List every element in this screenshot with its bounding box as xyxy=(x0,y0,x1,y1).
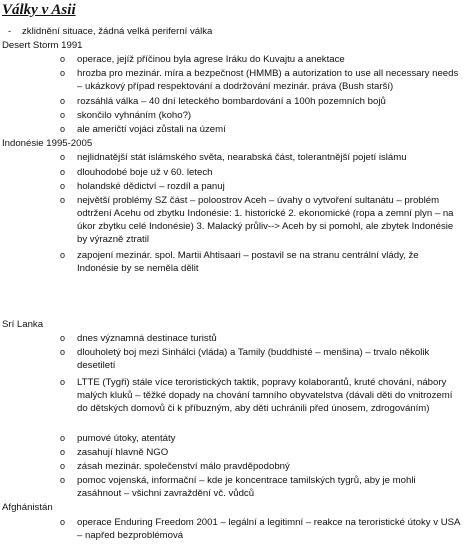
list-item-text: dlouholetý boj mezi Sinhálci (vláda) a Tamily (buddhisté – menšina) – trvalo několik desetiletí xyxy=(77,347,430,371)
list-item-text: zasahují hlavně NGO xyxy=(77,447,169,458)
list-item xyxy=(60,194,460,246)
bullet-icon: o xyxy=(60,447,66,457)
list-item xyxy=(60,123,460,136)
bullet-icon: o xyxy=(60,333,66,343)
bullet-icon: o xyxy=(60,433,66,443)
list-item xyxy=(60,67,460,93)
bullet-icon: o xyxy=(60,195,66,205)
section-heading: Indonésie 1995-2005 xyxy=(2,138,93,149)
list-item-text: ale američtí vojáci zůstali na území xyxy=(77,124,226,135)
list-item-text: operace Enduring Freedom 2001 – legální a legitimní – reakce na teroristické útoky v USA – napřed bezproblémová xyxy=(77,517,460,541)
list-item xyxy=(60,180,460,193)
list-item xyxy=(60,446,460,459)
bullet-icon: o xyxy=(60,110,66,120)
bullet-icon: o xyxy=(60,181,66,191)
list-item xyxy=(60,346,460,372)
bullet-icon: o xyxy=(60,250,66,260)
list-item xyxy=(60,460,460,473)
list-item-text: operace, jejíž příčinou byla agrese Iráku do Kuvajtu a anektace xyxy=(77,54,345,65)
list-item xyxy=(60,376,460,415)
bullet-icon: o xyxy=(60,347,66,357)
dash-marker: - xyxy=(8,26,12,37)
list-item-text: pumové útoky, atentáty xyxy=(77,433,176,444)
list-item xyxy=(60,166,460,179)
list-item-text: pomoc vojenská, informační – kde je koncentrace tamilských tygrů, aby je mohli zasáhnout – všichni zavraždění vč. vůdců xyxy=(77,475,416,499)
list-item xyxy=(60,332,460,345)
list-item-text: holandské dědictví – rozdíl a panuj xyxy=(77,181,225,192)
list-item-text: hrozba pro mezinár. míra a bezpečnost (HMMB) a autorization to use all necessary needs – ukázkový případ respektování a dodržování mezinár. práva (Bush starší) xyxy=(77,68,459,92)
section-heading: Srí Lanka xyxy=(2,319,44,330)
bullet-icon: o xyxy=(60,152,66,162)
list-item xyxy=(60,95,460,108)
bullet-icon: o xyxy=(60,167,66,177)
bullet-icon: o xyxy=(60,96,66,106)
document-title: Války v Asii xyxy=(2,2,76,18)
bullet-icon: o xyxy=(60,517,66,527)
list-item xyxy=(60,432,460,445)
section-heading: Afghánistán xyxy=(2,502,53,513)
bullet-icon: o xyxy=(60,461,66,471)
bullet-icon: o xyxy=(60,475,66,485)
bullet-icon: o xyxy=(60,377,66,387)
list-item-text: nejlidnatější stát islámského světa, nearabská část, tolerantnější pojetí islámu xyxy=(77,152,407,163)
list-item xyxy=(60,109,460,122)
list-item-text: skončilo vyhnáním (koho?) xyxy=(77,110,192,121)
bullet-icon: o xyxy=(60,54,66,64)
list-item xyxy=(60,151,460,164)
section-heading: Desert Storm 1991 xyxy=(2,40,83,51)
intro-text: zklidnění situace, žádná velká periferní válka xyxy=(22,26,213,37)
list-item xyxy=(60,249,460,275)
list-item xyxy=(60,53,460,66)
list-item-text: zapojení mezinár. spol. Martii Ahtisaari – postavil se na stranu centrální vlády, že Indonésie by se neměla dělit xyxy=(77,250,419,274)
list-item-text: dlouhodobé boje už v 60. letech xyxy=(77,167,213,178)
list-item-text: rozsáhlá válka – 40 dní leteckého bombardování a 100h pozemních bojů xyxy=(77,96,386,107)
list-item-text: největší problémy SZ část – poloostrov Aceh – úvahy o vytvoření sultanátu – problém odtržení Acehu od zbytku Indonésie: 1. historické 2. ekonomické (ropa a zemní plyn – na úkor zbytku celé Indonésie) 3. Malacký průliv--> Aceh by si pomohl, ale zbytek Indonésie by výrazně ztratil xyxy=(77,195,454,245)
list-item-text: zásah mezinár. společenství málo pravděpodobný xyxy=(77,461,290,472)
list-item xyxy=(60,474,460,500)
list-item-text: LTTE (Tygři) stále více teroristických taktik, popravy kolaborantů, kruté chování, nábory malých kluků – těžké dopady na chování tamního obyvatelstva (dávali děti do vnitrozemí do dětských domovů či k příbuzným, aby děti uchránili před únosem, zdrogováním) xyxy=(77,377,453,414)
bullet-icon: o xyxy=(60,124,66,134)
list-item xyxy=(60,516,460,542)
bullet-icon: o xyxy=(60,68,66,78)
list-item-text: dnes významná destinace turistů xyxy=(77,333,217,344)
